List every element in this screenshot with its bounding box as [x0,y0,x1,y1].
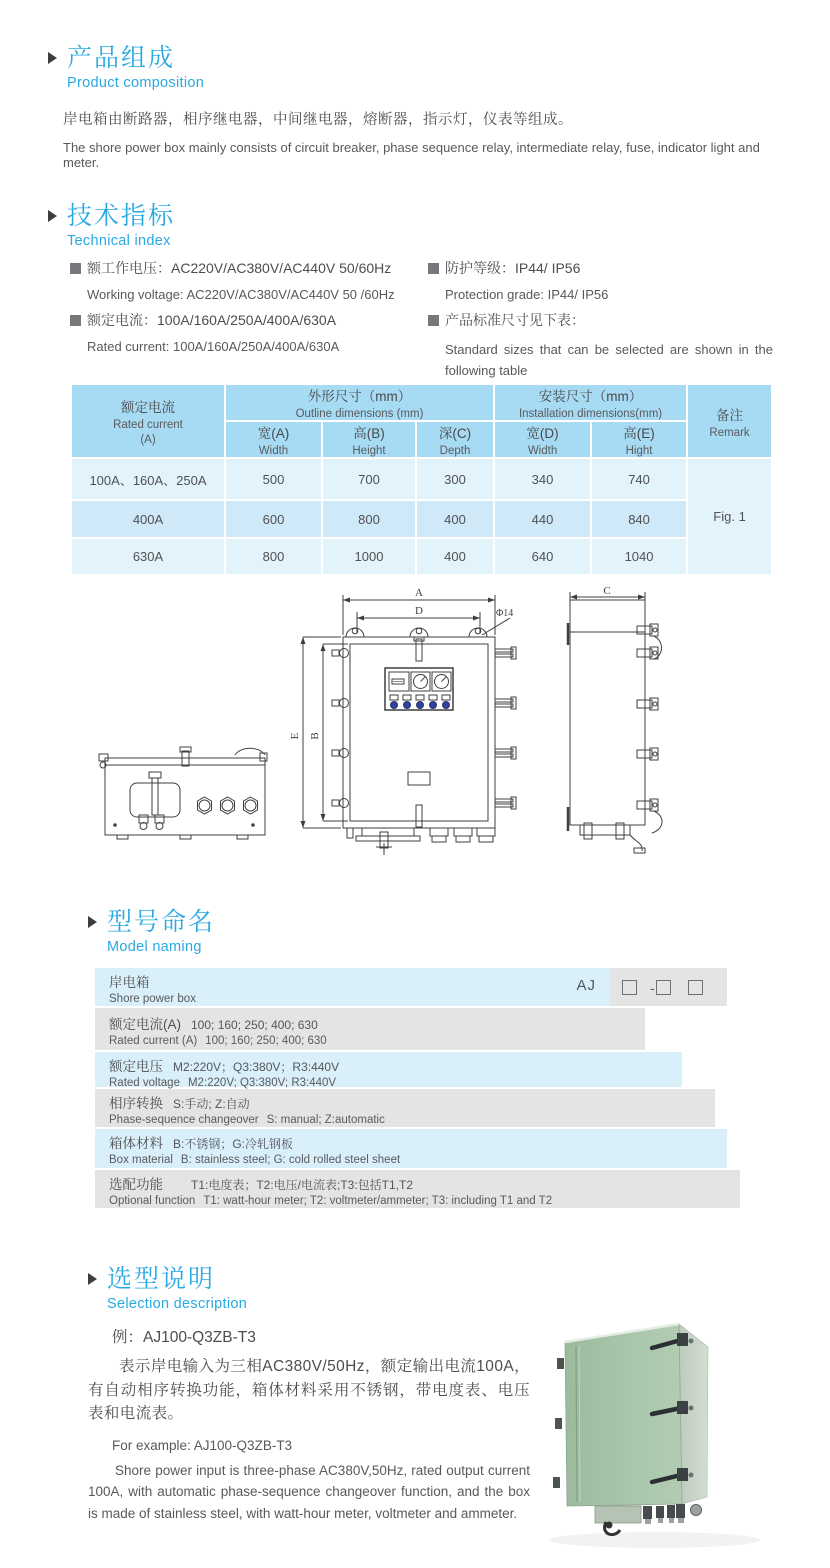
model-code-box [622,980,637,995]
door-hinges [553,1358,564,1488]
header-en: Height [352,445,386,457]
model-code-prefix: AJ [576,977,596,994]
photo-shadow [550,1532,760,1548]
col-group-outline [225,384,494,421]
header-en: Width [258,445,289,457]
naming-row-box-material [95,1129,727,1168]
cell-depth: 300 [416,458,494,500]
section-arrow-icon [48,52,57,64]
col-header-height-e [591,421,687,458]
cell-height: 800 [322,500,416,538]
section-arrow-icon [88,1273,97,1285]
naming-label-cn: 额定电压 [109,1059,163,1074]
cell-install-width: 440 [494,500,591,538]
naming-label-en: Shore power box [109,993,196,1005]
section-title-en: Product composition [67,75,205,91]
header-cn: 额定电流 [121,400,175,415]
cell-width: 500 [225,458,322,500]
dim-label-d: D [415,605,423,617]
naming-label-cn: 额定电流(A) [109,1017,181,1032]
naming-label-en: Phase-sequence changeover [109,1114,259,1126]
section-selection-description [88,1265,548,1524]
header-cn: 宽(D) [526,426,559,441]
model-code-dash: - [650,979,655,996]
section-title-cn: 技术指标 [67,202,176,230]
naming-label-en: Rated voltage [109,1077,180,1089]
dimension-table-grid [70,383,773,576]
naming-label-en: Box material [109,1154,173,1166]
col-header-remark [687,384,772,458]
cell-current: 100A、160A、250A [71,458,225,500]
spec-cn: 产品标准尺寸见下表： [445,312,585,328]
spec-en: Protection grade: IP44/ IP56 [445,287,609,302]
section-title-cn: 产品组成 [67,44,176,72]
section-title-cn: 选型说明 [107,1265,216,1293]
naming-row-optional-function [95,1170,740,1208]
header-cn: 宽(A) [257,426,290,441]
cell-remark: Fig. 1 [687,458,772,575]
naming-value-en: T1: watt-hour meter; T2: voltmeter/ammeter; T3: including T1 and T2 [203,1195,553,1207]
dim-label-dia14: Φ14 [496,608,514,619]
square-bullet-icon [428,263,439,274]
section-technical-index [48,202,788,249]
section-header [48,44,788,91]
naming-label-en: Rated current (A) [109,1035,198,1047]
section-header [88,1265,548,1312]
indicator-lights [390,695,450,709]
product-photo [540,1300,830,1568]
section-product-composition [48,44,788,170]
header-cn: 外形尺寸（mm） [307,389,412,404]
naming-value-en: M2:220V; Q3:380V; R3:440V [187,1077,337,1089]
naming-value-cn: M2:220V；Q3:380V；R3:440V [173,1060,340,1074]
side-latches [637,624,662,833]
naming-value-cn: B:不锈钢；G:冷轧钢板 [173,1137,294,1151]
col-header-width-d [494,421,591,458]
header-unit: (A) [140,434,156,446]
cell-width: 600 [225,500,322,538]
example-code-en: For example: AJ100-Q3ZB-T3 [112,1437,293,1453]
header-cn: 高(E) [623,426,655,441]
naming-value-en: B: stainless steel; G: cold rolled steel sheet [180,1154,401,1166]
header-en: Installation dimensions(mm) [518,408,663,420]
section-title-cn: 型号命名 [107,908,216,936]
selection-text-cn: 表示岸电输入为三相AC380V/50Hz，额定输出电流100A，有自动相序转换功能，箱体材料采用不锈钢，带电度表、电压表和电流表。 [88,1358,530,1422]
selection-text-en: Shore power input is three-phase AC380V,50Hz, rated output current 100A, with automatic phase-sequence changeover function, and the box is made of stainless steel, with watt-hour meter, voltmeter and ammeter. [88,1462,530,1521]
naming-value-cn: T1:电度表；T2:电压/电流表;T3:包括T1,T2 [191,1178,414,1192]
table-row [71,458,772,500]
header-cn: 安装尺寸（mm） [538,389,643,404]
cell-current: 630A [71,538,225,575]
square-bullet-icon [70,263,81,274]
spec-en: Working voltage: AC220V/AC380V/AC440V 50 /60Hz [87,287,395,302]
technical-drawing [85,585,705,885]
cell-width: 800 [225,538,322,575]
table-row [71,500,772,538]
section-header [88,908,728,955]
spec-protection-grade [428,258,773,302]
dimension-table [70,383,773,576]
spec-rated-current [70,310,420,354]
cell-install-height: 1040 [591,538,687,575]
table-row [71,538,772,575]
cell-install-width: 340 [494,458,591,500]
nameplate [408,772,430,785]
cell-install-width: 640 [494,538,591,575]
door-bolts [332,649,349,808]
spec-en: Rated current: 100A/160A/250A/400A/630A [87,339,340,354]
cell-current: 400A [71,500,225,538]
bottom-glands [347,828,495,855]
spec-cn: 额工作电压：AC220V/AC380V/AC440V 50/60Hz [87,260,392,276]
spec-en: Standard sizes that can be selected are shown in the following table [445,342,773,378]
model-code-box [688,980,703,995]
spec-standard-sizes [428,310,773,381]
dim-label-c: C [603,585,611,597]
spec-working-voltage [70,258,420,302]
header-cn: 高(B) [353,426,385,441]
col-group-installation [494,384,687,421]
section-model-naming [88,908,728,955]
square-bullet-icon [428,315,439,326]
naming-label-cn: 岸电箱 [109,975,150,990]
naming-row-rated-voltage [95,1052,682,1087]
cell-install-height: 740 [591,458,687,500]
side-view [568,585,662,853]
header-cn: 深(C) [438,426,472,441]
front-view [289,587,516,855]
dim-label-b: B [309,732,321,740]
model-naming-diagram [95,968,755,1208]
naming-value-en: 100; 160; 250; 400; 630 [205,1035,327,1047]
meter-panel [385,668,453,710]
latch-handles [495,647,516,809]
cell-height: 700 [322,458,416,500]
model-code-box [656,980,671,995]
cell-depth: 400 [416,538,494,575]
header-en: Depth [439,445,471,457]
square-bullet-icon [70,315,81,326]
cell-height: 1000 [322,538,416,575]
composition-text-cn: 岸电箱由断路器，相序继电器，中间继电器，熔断器，指示灯，仪表等组成。 [63,112,573,128]
col-header-rated-current [71,384,225,458]
naming-row-rated-current [95,1008,645,1050]
section-arrow-icon [48,210,57,222]
col-header-height-b [322,421,416,458]
section-title-en: Technical index [67,233,171,249]
naming-label-cn: 选配功能 [109,1177,163,1192]
spec-cn: 额定电流：100A/160A/250A/400A/630A [87,312,337,328]
section-title-en: Model naming [107,939,202,955]
model-code-strip [610,968,727,1006]
bottom-view [99,747,267,839]
cell-install-height: 840 [591,500,687,538]
header-en: Width [527,445,558,457]
naming-value-cn: S:手动; Z:自动 [173,1097,250,1111]
section-header [48,202,788,249]
naming-value-cn: 100; 160; 250; 400; 630 [191,1018,318,1032]
dim-label-a: A [415,587,423,599]
dim-label-e: E [289,732,301,740]
naming-label-cn: 相序转换 [109,1096,163,1111]
spec-cn: 防护等级：IP44/ IP56 [445,260,581,276]
header-en: Hight [625,445,653,457]
naming-row-shore-power-box [95,968,610,1006]
col-header-width-a [225,421,322,458]
bottom-hardware [595,1504,702,1535]
header-en: Outline dimensions (mm) [295,408,424,420]
header-en: Rated current [113,419,183,431]
composition-text-en: The shore power box mainly consists of circuit breaker, phase sequence relay, intermediate relay, fuse, indicator light and meter. [63,140,760,170]
section-title-en: Selection description [107,1296,248,1312]
naming-row-phase-sequence [95,1089,715,1127]
header-cn: 备注 [716,407,744,423]
col-header-depth-c [416,421,494,458]
naming-label-en: Optional function [109,1195,196,1207]
header-en: Remark [709,426,750,439]
cell-depth: 400 [416,500,494,538]
naming-label-cn: 箱体材料 [109,1136,163,1151]
naming-value-en: S: manual; Z:automatic [266,1114,385,1126]
example-code-cn: 例：AJ100-Q3ZB-T3 [112,1329,256,1346]
section-arrow-icon [88,916,97,928]
